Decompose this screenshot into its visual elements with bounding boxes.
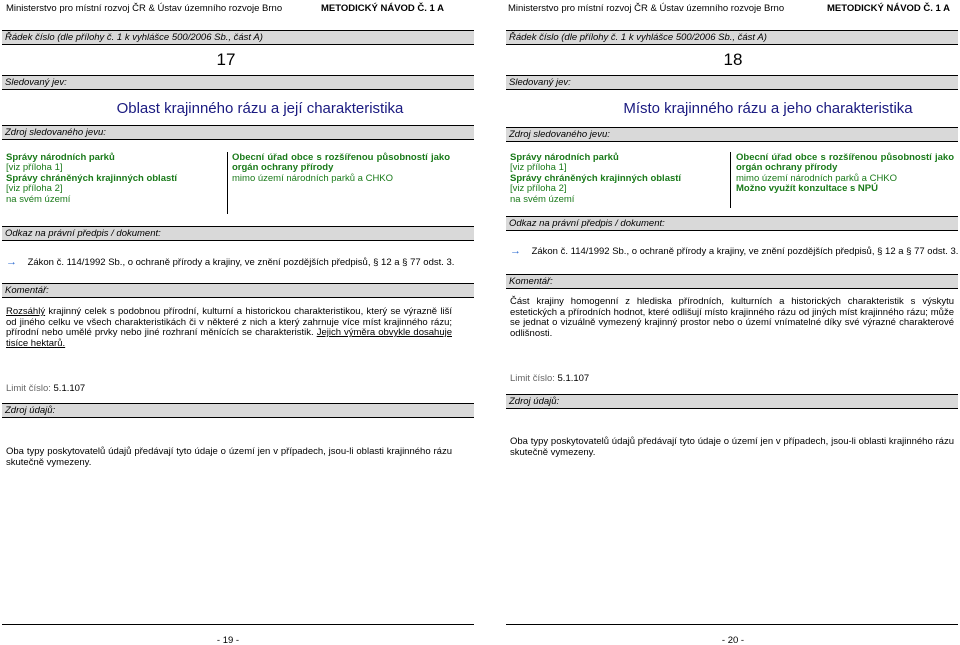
watched-bar: Sledovaný jev: [2, 75, 474, 90]
item-title: Oblast krajinného rázu a její charakteristika [116, 100, 404, 117]
comment-paragraph [6, 307, 452, 349]
document-page-20 [480, 0, 960, 645]
source-bar: Zdroj sledovaného jevu: [2, 125, 474, 140]
source-bar: Zdroj sledovaného jevu: [506, 127, 958, 142]
legal-bar: Odkaz na právní předpis / dokument: [506, 216, 958, 231]
comment-underlined-end: Jejich výměra obvykle dosahuje tisíce hektarů. [6, 327, 452, 349]
source-annex-2: [viz příloha 2] [6, 183, 63, 195]
source-national-parks: Správy národních parků [6, 152, 115, 163]
law-text: Zákon č. 114/1992 Sb., o ochraně přírody a krajiny, ve znění pozdějších předpisů, § 12 a § 77 odst. 3. [27, 257, 455, 268]
source-divider [730, 152, 731, 208]
item-title: Místo krajinného rázu a jeho charakteristika [623, 100, 913, 117]
source-left-list [6, 153, 221, 205]
source-protected-areas: Správy chráněných krajinných oblastí [6, 172, 178, 184]
footer-line [2, 624, 474, 625]
comment-bar: Komentář: [506, 274, 958, 289]
row-number-bar: Řádek číslo (dle přílohy č. 1 k vyhlášce 500/2006 Sb., část A) [506, 30, 958, 45]
header-ministry: Ministerstvo pro místní rozvoj ČR & Ústav územního rozvoje Brno [6, 3, 283, 14]
source-divider [227, 152, 228, 214]
source-right [232, 153, 450, 184]
header-ministry: Ministerstvo pro místní rozvoj ČR & Ústav územního rozvoje Brno [508, 3, 785, 14]
law-reference [510, 245, 958, 257]
footer-line [506, 624, 958, 625]
data-source-bar: Zdroj údajů: [2, 403, 474, 418]
source-outside-parks: mimo území národních parků a CHKO [232, 172, 394, 184]
comment-underlined-start: Rozsáhlý [6, 306, 46, 317]
header-method: METODICKÝ NÁVOD Č. 1 A [827, 3, 950, 14]
source-annex-1: [viz příloha 1] [6, 162, 63, 174]
item-number: 17 [216, 50, 236, 69]
limit-number: Limit číslo: 5.1.107 [510, 373, 590, 384]
arrow-icon: → [6, 256, 17, 268]
arrow-icon: → [510, 245, 521, 257]
source-outside-parks: mimo území národních parků a CHKO [736, 172, 898, 184]
legal-bar: Odkaz na právní předpis / dokument: [2, 226, 474, 241]
source-protected-areas: Správy chráněných krajinných oblastí [510, 172, 682, 184]
source-municipal-office: Obecní úřad obce s rozšířenou působností jako orgán ochrany přírody [232, 152, 450, 174]
comment-text: krajinný celek s podobnou přírodní, kulturní a historickou charakteristikou, který se výrazně liší od jiného celku ve všech charakteristikách či v některé z nich a který zahrnuje více míst krajinného rázu; přírodní nebo umělé prvky nebo jiné rozhraní měnících se charakteristik. [6, 306, 452, 339]
source-national-parks: Správy národních parků [510, 152, 619, 163]
limit-number: Limit číslo: 5.1.107 [6, 383, 86, 394]
source-territory: na svém území [6, 193, 71, 205]
data-source-text: Oba typy poskytovatelů údajů předávají tyto údaje o území jen v případech, jsou-li oblasti krajinného rázu skutečně vymezeny. [510, 436, 954, 458]
header-method: METODICKÝ NÁVOD Č. 1 A [321, 3, 444, 14]
source-npu-consultation: Možno využít konzultace s NPÚ [736, 183, 878, 195]
source-annex-2: [viz příloha 2] [510, 183, 567, 195]
source-annex-1: [viz příloha 1] [510, 162, 567, 174]
source-left-list [510, 153, 725, 205]
data-source-bar: Zdroj údajů: [506, 394, 958, 409]
law-text: Zákon č. 114/1992 Sb., o ochraně přírody a krajiny, ve znění pozdějších předpisů, § 12 a § 77 odst. 3. [531, 246, 959, 257]
page-number: - 19 - [216, 635, 240, 645]
comment-bar: Komentář: [2, 283, 474, 298]
law-reference [6, 256, 454, 268]
watched-bar: Sledovaný jev: [506, 75, 958, 90]
row-number-bar: Řádek číslo (dle přílohy č. 1 k vyhlášce 500/2006 Sb., část A) [2, 30, 474, 45]
source-right [736, 153, 954, 195]
item-number: 18 [723, 50, 743, 69]
source-territory: na svém území [510, 193, 575, 205]
data-source-text: Oba typy poskytovatelů údajů předávají tyto údaje o území jen v případech, jsou-li oblasti krajinného rázu skutečně vymezeny. [6, 446, 452, 468]
page-number: - 20 - [721, 635, 745, 645]
comment-paragraph: Část krajiny homogenní z hlediska přírodních, kulturních a historických charakteristik s výskytu estetických a přírodních hodnot, které odlišují místo krajinného rázu od jiných míst krajinného rázu; může se jednat o vizuálně vymezený krajinný prostor nebo o území vnímatelné díky své výrazné charakterové odlišnosti. [510, 296, 954, 339]
source-municipal-office: Obecní úřad obce s rozšířenou působností jako orgán ochrany přírody [736, 152, 954, 174]
